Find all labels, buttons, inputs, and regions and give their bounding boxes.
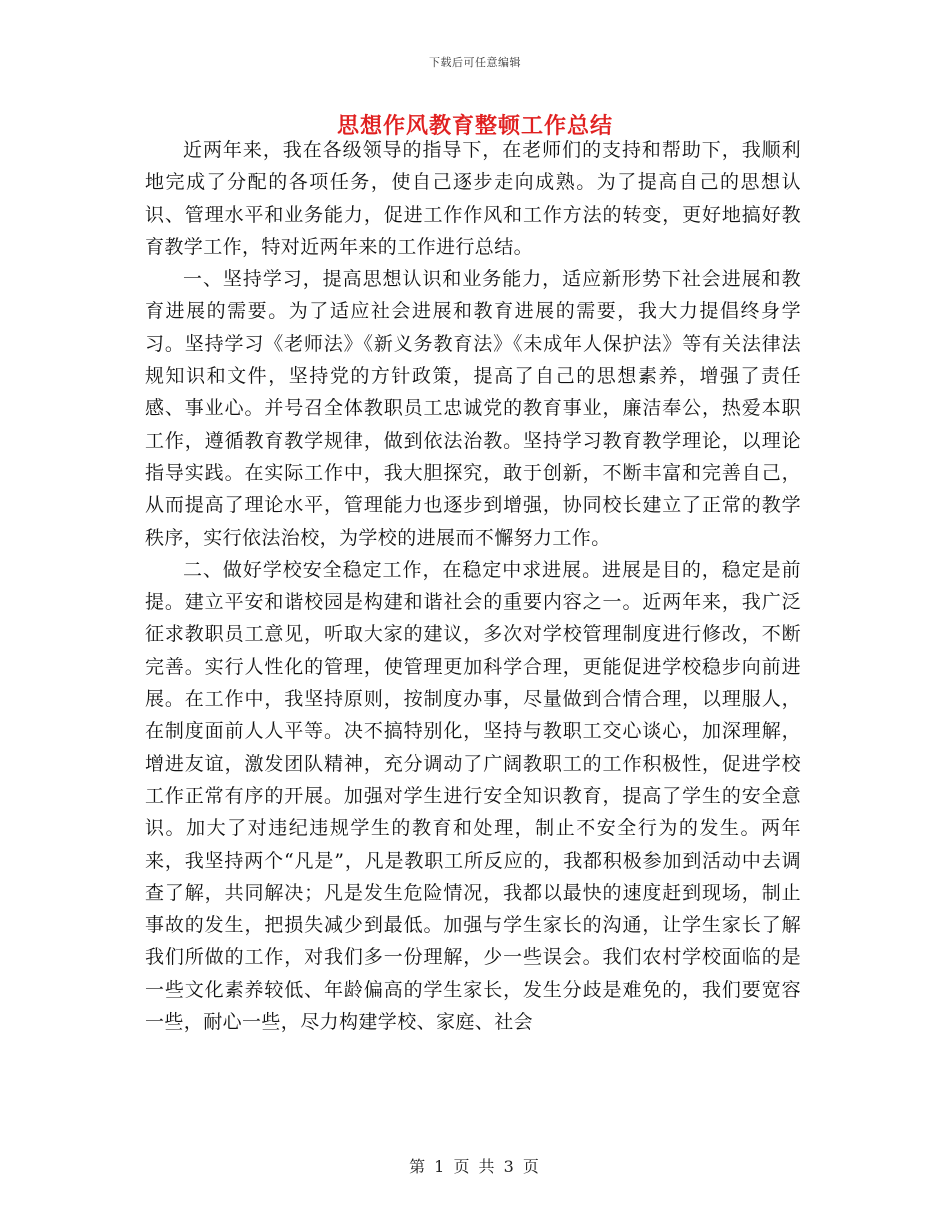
page-number-footer: 第 1 页 共 3 页 [409,1157,541,1176]
paragraph-3: 二、做好学校安全稳定工作，在稳定中求进展。进展是目的，稳定是前提。建立平安和谐校园是构建和谐社会的重要内容之一。近两年来，我广泛征求教职员工意见，听取大家的建议，多次对学校管理制度进行修改，不断完善。实行人性化的管理，使管理更加科学合理，更能促进学校稳步向前进展。在工作中，我坚持原则，按制度办事，尽量做到合情合理，以理服人，在制度面前人人平等。决不搞特别化，坚持与教职工交心谈心，加深理解，增进友谊，激发团队精神，充分调动了广阔教职工的工作积极性，促进学校工作正常有序的开展。加强对学生进行安全知识教育，提高了学生的安全意识。加大了对违纪违规学生的教育和处理，制止不安全行为的发生。两年来，我坚持两个“凡是”，凡是教职工所反应的，我都积极参加到活动中去调查了解，共同解决；凡是发生危险情况，我都以最快的速度赶到现场，制止事故的发生，把损失减少到最低。加强与学生家长的沟通，让学生家长了解我们所做的工作，对我们多一份理解，少一些误会。我们农村学校面临的是一些文化素养较低、年龄偏高的学生家长，发生分歧是难免的，我们要宽容一些，耐心一些，尽力构建学校、家庭、社会 [145,558,801,1034]
document-body [145,134,801,1038]
paragraph-2: 一、坚持学习，提高思想认识和业务能力，适应新形势下社会进展和教育进展的需要。为了适应社会进展和教育进展的需要，我大力提倡终身学习。坚持学习《老师法》《新义务教育法》《未成年人保护法》等有关法律法规知识和文件，坚持党的方针政策，提高了自己的思想素养，增强了责任感、事业心。并号召全体教职员工忠诚党的教育事业，廉洁奉公，热爱本职工作，遵循教育教学规律，做到依法治教。坚持学习教育教学理论，以理论指导实践。在实际工作中，我大胆探究，敢于创新，不断丰富和完善自己，从而提高了理论水平，管理能力也逐步到增强，协同校长建立了正常的教学秩序，实行依法治校，为学校的进展而不懈努力工作。 [145,268,801,549]
document-title: 思想作风教育整顿工作总结 [336,113,613,139]
paragraph-1: 近两年来，我在各级领导的指导下，在老师们的支持和帮助下，我顺利地完成了分配的各项任务，使自己逐步走向成熟。为了提高自己的思想认识、管理水平和业务能力，促进工作作风和工作方法的转变，更好地搞好教育教学工作，特对近两年来的工作进行总结。 [145,139,801,258]
header-note: 下载后可任意编辑 [429,56,521,69]
